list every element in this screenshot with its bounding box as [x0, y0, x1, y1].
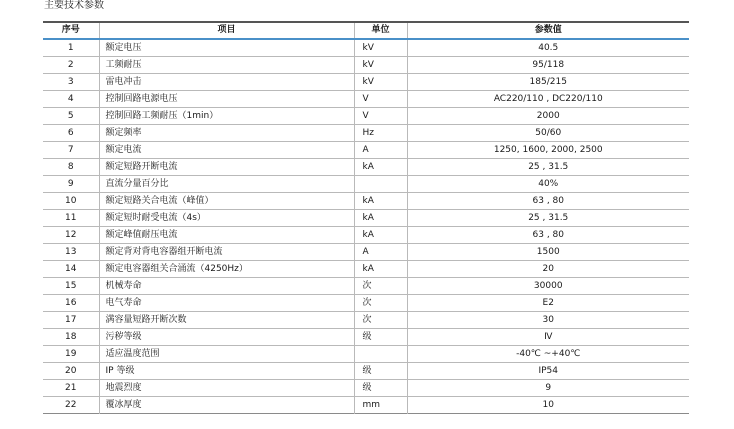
row-unit: 级: [354, 363, 407, 380]
row-value: 63 , 80: [407, 193, 689, 210]
table-row: [43, 346, 689, 363]
row-unit: kA: [354, 227, 407, 244]
row-unit: V: [354, 91, 407, 108]
row-item: 额定短路开断电流: [99, 159, 354, 176]
row-value: 9: [407, 380, 689, 397]
row-item: 污秽等级: [99, 329, 354, 346]
row-unit: kV: [354, 57, 407, 74]
document-title: 主要技术参数: [44, 0, 104, 11]
row-item: 额定电流: [99, 142, 354, 159]
row-value: 40%: [407, 176, 689, 193]
table-row: [43, 142, 689, 159]
row-unit: 次: [354, 295, 407, 312]
row-number: 3: [67, 77, 74, 87]
row-value: 25 , 31.5: [407, 159, 689, 176]
row-unit: A: [354, 244, 407, 261]
row-number: 10: [65, 196, 77, 206]
row-value: 25 , 31.5: [407, 210, 689, 227]
table-row: [43, 74, 689, 91]
row-item: 地震烈度: [99, 380, 354, 397]
row-item: 控制回路电源电压: [99, 91, 354, 108]
table-row: [43, 363, 689, 380]
row-item: 额定峰值耐压电流: [99, 227, 354, 244]
row-unit: 级: [354, 329, 407, 346]
row-number: 19: [65, 349, 77, 359]
row-value: E2: [407, 295, 689, 312]
table-row: [43, 125, 689, 142]
row-item: 工频耐压: [99, 57, 354, 74]
row-number: 13: [65, 247, 77, 257]
table-header-row: [43, 22, 689, 39]
row-value: 63 , 80: [407, 227, 689, 244]
row-item: 覆冰厚度: [99, 397, 354, 414]
row-number: 20: [65, 366, 77, 376]
row-number: 4: [67, 94, 74, 104]
technical-parameters-table: [43, 21, 689, 414]
row-unit: [354, 176, 407, 193]
table-row: [43, 159, 689, 176]
header-no: 序号: [61, 25, 80, 35]
table-row: [43, 227, 689, 244]
row-value: 30: [407, 312, 689, 329]
row-number: 11: [65, 213, 77, 223]
row-item: 额定背对背电容器组开断电流: [99, 244, 354, 261]
row-number: 18: [65, 332, 77, 342]
table-row: [43, 295, 689, 312]
row-value: 2000: [407, 108, 689, 125]
row-item: 机械寿命: [99, 278, 354, 295]
row-value: 1500: [407, 244, 689, 261]
row-unit: 次: [354, 312, 407, 329]
row-number: 12: [65, 230, 77, 240]
row-item: 额定电容器组关合涌流（4250Hz）: [99, 261, 354, 278]
table-row: [43, 91, 689, 108]
row-number: 6: [67, 128, 74, 138]
row-item: 额定频率: [99, 125, 354, 142]
row-unit: kA: [354, 261, 407, 278]
row-number: 15: [65, 281, 77, 291]
row-number: 7: [67, 145, 74, 155]
row-item: 额定短路关合电流（峰值）: [99, 193, 354, 210]
row-number: 9: [67, 179, 74, 189]
row-number: 2: [67, 60, 74, 70]
row-item: 控制回路工频耐压（1min）: [99, 108, 354, 125]
row-item: 适应温度范围: [99, 346, 354, 363]
row-unit: 次: [354, 278, 407, 295]
row-item: 直流分量百分比: [99, 176, 354, 193]
table-row: [43, 176, 689, 193]
row-number: 22: [65, 400, 77, 410]
table-row: [43, 278, 689, 295]
row-unit: A: [354, 142, 407, 159]
table-row: [43, 193, 689, 210]
row-number: 14: [65, 264, 77, 274]
row-unit: V: [354, 108, 407, 125]
row-unit: kA: [354, 193, 407, 210]
table-row: [43, 108, 689, 125]
row-number: 1: [67, 43, 74, 53]
row-unit: kV: [354, 74, 407, 91]
row-unit: 级: [354, 380, 407, 397]
row-number: 8: [67, 162, 74, 172]
row-number: 21: [65, 383, 77, 393]
header-value: 参数值: [407, 22, 689, 39]
row-item: 额定短时耐受电流（4s）: [99, 210, 354, 227]
row-value: 20: [407, 261, 689, 278]
table-row: [43, 57, 689, 74]
row-unit: Hz: [354, 125, 407, 142]
row-unit: [354, 346, 407, 363]
row-item: 雷电冲击: [99, 74, 354, 91]
row-unit: mm: [354, 397, 407, 414]
table-row: [43, 261, 689, 278]
row-value: 95/118: [407, 57, 689, 74]
row-value: 40.5: [407, 39, 689, 57]
table-row: [43, 312, 689, 329]
row-value: IP54: [407, 363, 689, 380]
row-number: 5: [67, 111, 74, 121]
row-unit: kA: [354, 210, 407, 227]
row-value: -40℃ ~+40℃: [407, 346, 689, 363]
row-value: 30000: [407, 278, 689, 295]
table-row: [43, 39, 689, 57]
table-row: [43, 244, 689, 261]
row-value: 1250, 1600, 2000, 2500: [407, 142, 689, 159]
header-unit: 单位: [354, 22, 407, 39]
table-row: [43, 210, 689, 227]
row-unit: kA: [354, 159, 407, 176]
row-item: 额定电压: [99, 39, 354, 57]
row-item: IP 等级: [99, 363, 354, 380]
table-row: [43, 380, 689, 397]
row-item: 电气寿命: [99, 295, 354, 312]
row-unit: kV: [354, 39, 407, 57]
header-item: 项目: [99, 22, 354, 39]
row-number: 17: [65, 315, 77, 325]
table-row: [43, 397, 689, 414]
row-value: 185/215: [407, 74, 689, 91]
row-number: 16: [65, 298, 77, 308]
row-value: 50/60: [407, 125, 689, 142]
row-value: Ⅳ: [407, 329, 689, 346]
row-value: 10: [407, 397, 689, 414]
row-item: 满容量短路开断次数: [99, 312, 354, 329]
row-value: AC220/110 , DC220/110: [407, 91, 689, 108]
table-row: [43, 329, 689, 346]
